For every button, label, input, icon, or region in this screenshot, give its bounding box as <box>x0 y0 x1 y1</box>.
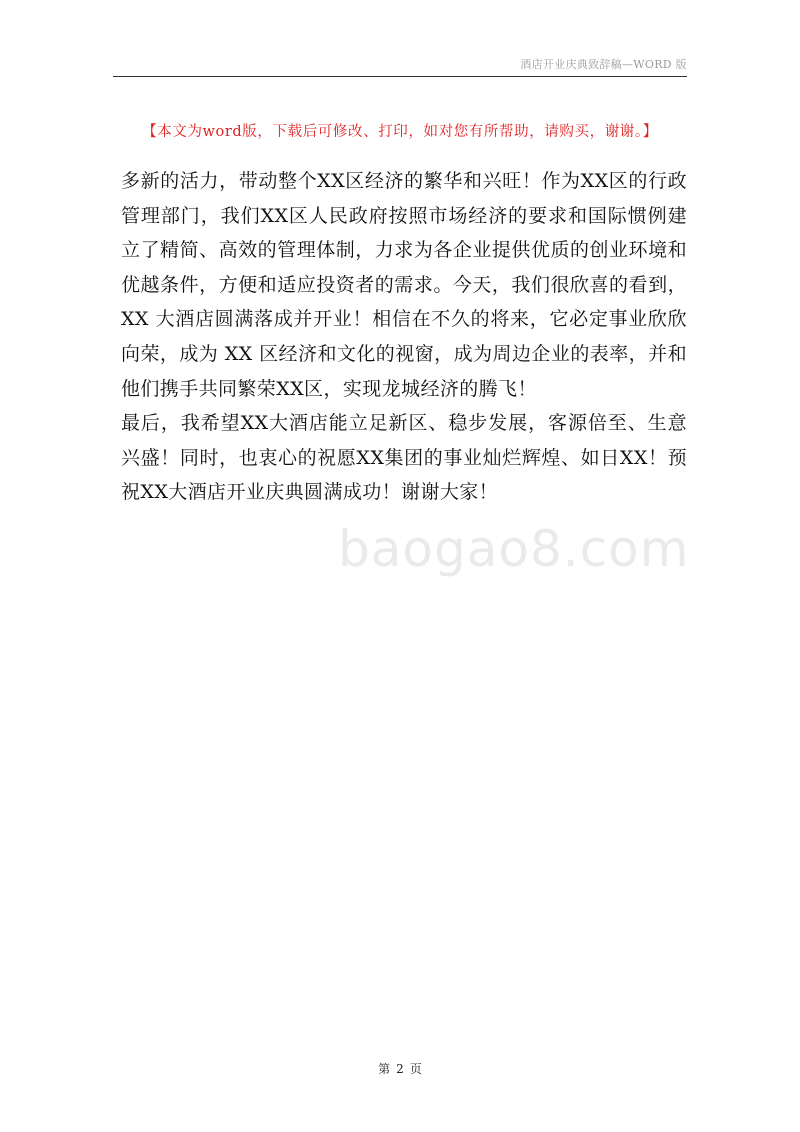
footer-suffix: 页 <box>409 1062 422 1076</box>
body-paragraph: 最后，我希望XX大酒店能立足新区、稳步发展，客源倍至、生意兴盛！同时，也衷心的祝愿XX集团的事业灿烂辉煌、如日XX！预祝XX大酒店开业庆典圆满成功！谢谢大家！ <box>121 412 687 504</box>
document-body <box>121 164 687 510</box>
body-paragraph: 多新的活力，带动整个XX区经济的繁华和兴旺！作为XX区的行政管理部门，我们XX区人民政府按照市场经济的要求和国际惯例建立了精简、高效的管理体制，力求为各企业提供优质的创业环境和优越条件，方便和适应投资者的需求。今天，我们很欣喜的看到，XX 大酒店圆满落成并开业！相信在不久的将来，它必定事业欣欣向荣，成为 XX 区经济和文化的视窗，成为周边企业的表率，并和他们携手共同繁荣XX区，实现龙城经济的腾飞！ <box>121 170 687 400</box>
footer-prefix: 第 <box>378 1062 391 1076</box>
watermark: baogao8.com <box>338 520 690 578</box>
page-header <box>113 56 687 77</box>
page-number: 2 <box>396 1062 404 1076</box>
purchase-notice: 【本文为word版，下载后可修改、打印，如对您有所帮助，请购买，谢谢。】 <box>142 124 658 140</box>
header-title: 酒店开业庆典致辞稿—WORD 版 <box>520 58 687 71</box>
page-footer <box>0 1060 800 1077</box>
